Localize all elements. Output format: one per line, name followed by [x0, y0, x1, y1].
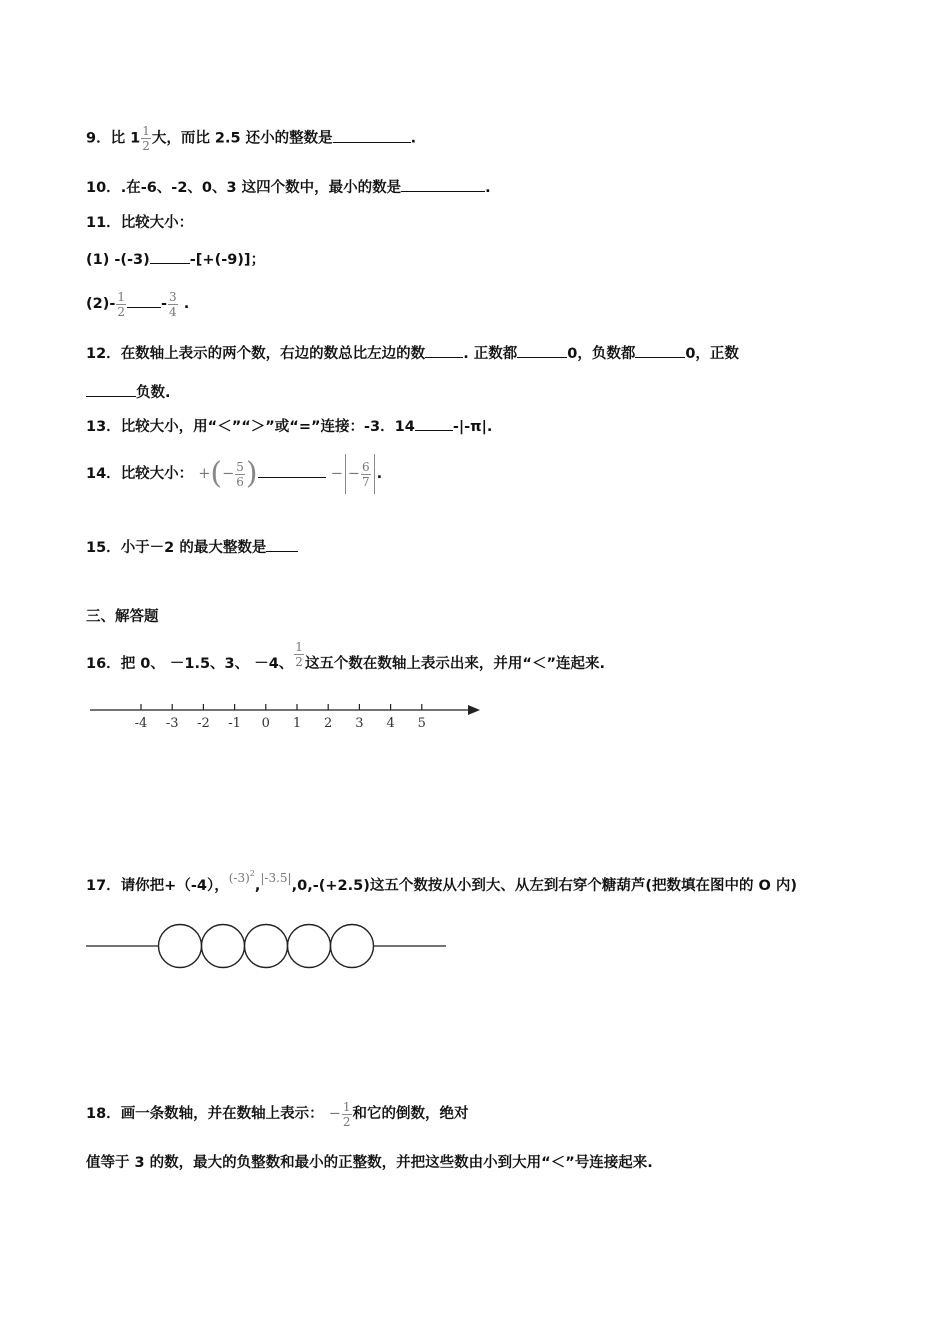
tick-label: -2 — [197, 716, 210, 731]
question-number: 18． — [86, 1106, 121, 1122]
tick-label: -4 — [134, 716, 148, 731]
fraction-one-half: $\frac{1}{2}$ — [295, 639, 303, 669]
fraction-six-sevenths: $\frac{6}{7}$ — [362, 459, 370, 489]
question-12-line-2: 负数. — [86, 382, 171, 403]
tick-label: 5 — [417, 716, 426, 731]
question-number: 13． — [86, 419, 121, 435]
question-text: 比 1 — [110, 130, 141, 147]
abs-bar-left — [345, 454, 346, 494]
question-number: 17． — [86, 878, 121, 894]
answer-blank[interactable] — [635, 343, 685, 358]
answer-blank[interactable] — [86, 382, 136, 397]
question-18: 18．画一条数轴，并在数轴上表示： − $\frac{1}{2}$ 和它的倒数，绝对 — [86, 1099, 469, 1129]
question-18-line-2: 值等于 3 的数，最大的负整数和最小的正整数，并把这些数由小到大用“＜”号连接起来. — [86, 1155, 653, 1171]
fraction-one-half: $\frac{1}{2}$ — [342, 1099, 351, 1129]
open-paren: ( — [210, 456, 223, 491]
fraction-one-half: $\frac{1}{2}$ — [142, 124, 150, 153]
question-number: 16． — [86, 656, 121, 672]
tick-label: -3 — [165, 716, 179, 731]
question-text: 大，而比 2.5 还小的整数是 — [151, 130, 333, 147]
answer-blank[interactable] — [333, 128, 411, 143]
answer-blank[interactable] — [401, 177, 485, 192]
question-text: 比较大小： — [120, 215, 194, 231]
tick-label: 1 — [292, 716, 302, 731]
fraction-three-quarters: $\frac{3}{4}$ — [169, 289, 177, 319]
expression-neg3-squared: (-3)2 — [228, 869, 255, 885]
number-line-arrow-icon — [468, 705, 480, 715]
question-16: 16．把 0、 －1.5、3、 －4、 $\frac{1}{2}$ 这五个数在数轴上表示出来，并用“＜”连起来. — [86, 639, 606, 672]
expression-abs-neg3.5: |-3.5| — [260, 871, 292, 885]
question-12: 12．在数轴上表示的两个数，右边的数总比左边的数 . 正数都 0，负数都 0，正数 — [86, 343, 739, 364]
question-number: 12． — [86, 346, 121, 362]
haw-circle-1[interactable] — [159, 925, 202, 968]
fraction-five-sixths: $\frac{5}{6}$ — [236, 459, 244, 489]
answer-blank[interactable] — [127, 293, 161, 308]
answer-blank[interactable] — [150, 249, 190, 264]
question-10: 10．.在-6、-2、0、3 这四个数中，最小的数是 . — [86, 177, 491, 198]
question-11 — [86, 213, 193, 233]
close-paren: ) — [245, 456, 258, 491]
question-number: 11． — [86, 215, 121, 231]
section-title: 三、解答题 — [86, 609, 159, 625]
answer-blank[interactable] — [517, 343, 567, 358]
question-15: 15．小于－2 的最大整数是 — [86, 537, 298, 558]
question-14: 14．比较大小： +(− $\frac{5}{6}$ ) − − $\frac{6}{7}$ . — [86, 452, 382, 496]
question-17: 17．请你把+（-4），$^{(-3)^2}$,$^{|-3.5|}$,0,-(+2.5)这五个数按从小到大、从左到右穿个糖葫芦(把数填在图中的 O 内) — [86, 869, 797, 894]
question-9: 9．比 1 $\frac{1}{2}$ 大，而比 2.5 还小的整数是 . — [86, 124, 417, 153]
answer-blank[interactable] — [415, 416, 453, 431]
tick-label: 3 — [355, 716, 364, 731]
abs-bar-right — [374, 454, 375, 494]
fraction-one-half: $\frac{1}{2}$ — [117, 289, 126, 319]
haw-circle-2[interactable] — [202, 925, 245, 968]
haw-circle-3[interactable] — [245, 925, 288, 968]
question-number: 14． — [86, 466, 121, 482]
question-11-part-2: (2)- $\frac{1}{2}$ - $\frac{3}{4}$ . — [86, 289, 190, 319]
answer-blank[interactable] — [258, 463, 326, 478]
haw-circle-5[interactable] — [331, 925, 374, 968]
tick-label: -1 — [228, 716, 241, 731]
question-number: 10． — [86, 180, 121, 196]
question-number: 15． — [86, 540, 121, 556]
answer-blank[interactable] — [266, 537, 298, 552]
question-13: 13．比较大小，用“＜”“＞”或“=”连接：-3．14 -|-π|. — [86, 416, 492, 437]
question-text: .在-6、-2、0、3 这四个数中，最小的数是 — [120, 180, 402, 196]
candied-haws-diagram — [86, 922, 456, 972]
question-number: 9． — [86, 130, 111, 147]
number-line — [88, 698, 488, 738]
answer-blank[interactable] — [425, 343, 463, 358]
question-11-part-1: (1) -(-3) -[+(-9)]； — [86, 249, 265, 270]
tick-label: 4 — [386, 716, 395, 731]
tick-label: 0 — [261, 716, 270, 731]
tick-label: 2 — [324, 716, 333, 731]
plus-sign: + — [198, 466, 211, 482]
haw-circle-4[interactable] — [288, 925, 331, 968]
